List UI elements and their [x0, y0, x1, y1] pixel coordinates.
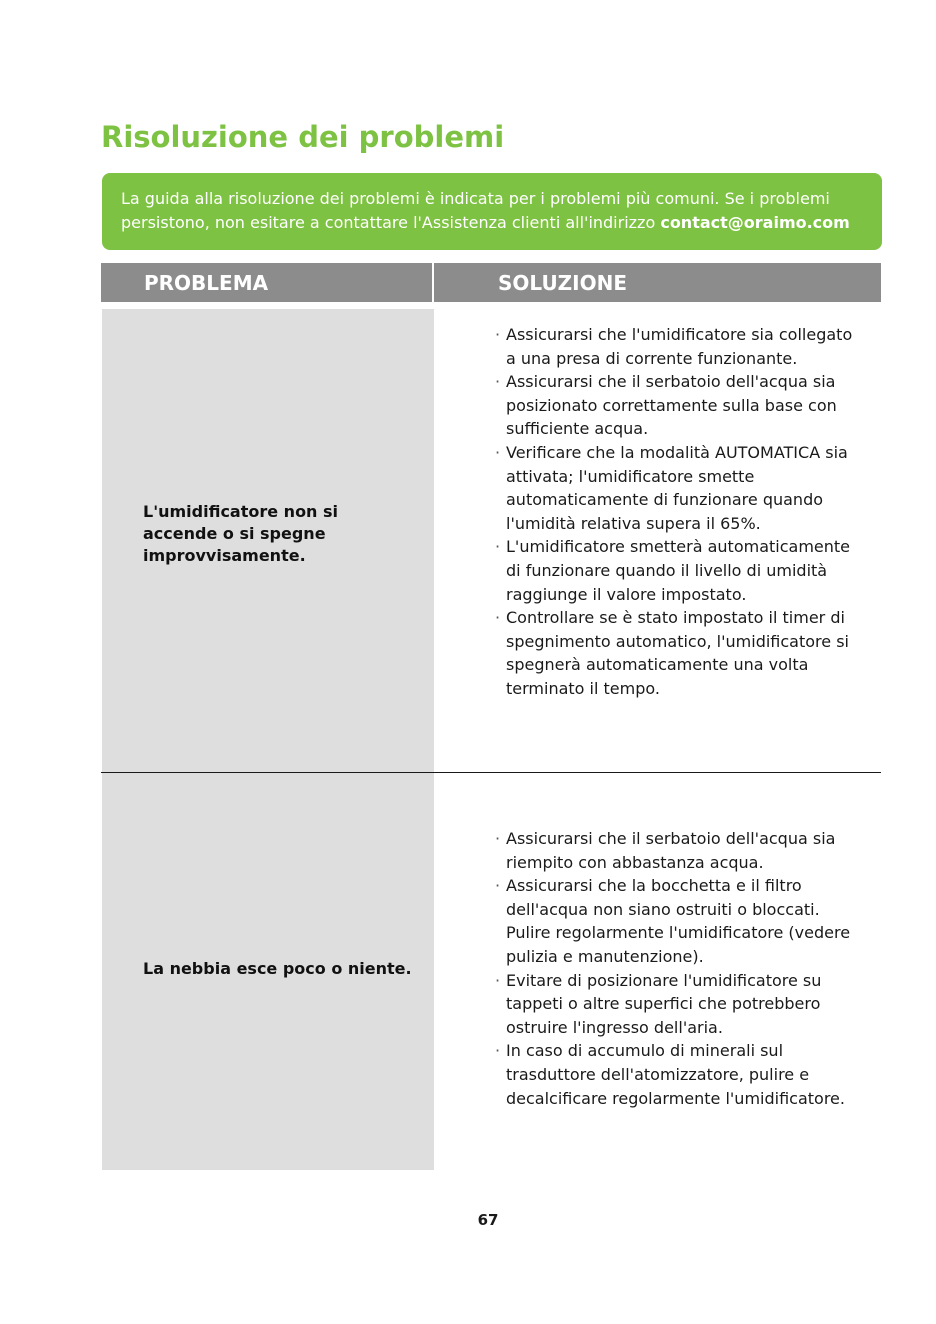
column-header-solution: SOLUZIONE: [434, 263, 881, 302]
solution-item: [495, 606, 865, 700]
bullet-dot: ·: [495, 608, 501, 628]
bullet-dot: ·: [495, 372, 501, 392]
problem-cell-1: [102, 309, 434, 772]
solution-item: [495, 441, 865, 535]
solution-text: Verificare che la modalità AUTOMATICA sia attivata; l'umidificatore smette automaticamente di funzionare quando l'umidità relativa supera il 65%.: [506, 442, 848, 533]
solution-text: In caso di accumulo di minerali sul trasduttore dell'atomizzatore, pulire e decalcificare regolarmente l'umidificatore.: [506, 1041, 845, 1108]
solution-text: Controllare se è stato impostato il timer di spegnimento automatico, l'umidificatore si spegnerà automaticamente una volta terminato il tempo.: [506, 608, 849, 698]
solution-item: [495, 969, 865, 1040]
bullet-dot: ·: [495, 876, 501, 896]
bullet-dot: ·: [495, 442, 501, 462]
page-number: 67: [477, 1211, 499, 1229]
solution-item: [495, 535, 865, 606]
solution-item: [495, 323, 865, 370]
solution-item: [495, 827, 865, 874]
bullet-dot: ·: [495, 1041, 501, 1061]
solution-item: [495, 1039, 865, 1110]
solution-list-2: [495, 827, 865, 1110]
intro-line-1: La guida alla risoluzione dei problemi è indicata per i problemi più comuni. Se i problemi: [121, 189, 830, 208]
solution-item: [495, 370, 865, 441]
solution-text: Assicurarsi che il serbatoio dell'acqua sia riempito con abbastanza acqua.: [506, 829, 836, 872]
intro-line-2: [121, 211, 866, 235]
problem-cell-2: [102, 773, 434, 1170]
solution-text: Assicurarsi che l'umidificatore sia collegato a una presa di corrente funzionante.: [506, 325, 853, 368]
bullet-dot: ·: [495, 970, 501, 990]
solution-list-1: [495, 323, 865, 701]
support-email-link[interactable]: contact@oraimo.com: [660, 212, 850, 232]
solution-text: Evitare di posizionare l'umidificatore su tappeti o altre superfici che potrebbero ostruire l'ingresso dell'aria.: [506, 970, 822, 1037]
problem-text-2: La nebbia esce poco o niente.: [143, 959, 412, 978]
page-title: Risoluzione dei problemi: [101, 120, 505, 154]
bullet-dot: ·: [495, 537, 501, 557]
solution-item: [495, 874, 865, 968]
solution-text: Assicurarsi che la bocchetta e il filtro dell'acqua non siano ostruiti o bloccati. Pulire regolarmente l'umidificatore (vedere pulizia e manutenzione).: [506, 876, 851, 966]
problem-text-1: L'umidificatore non si accende o si spegne improvvisamente.: [143, 502, 339, 565]
intro-line-2-text: persistono, non esitare a contattare l'Assistenza clienti all'indirizzo: [121, 212, 656, 232]
bullet-dot: ·: [495, 325, 501, 344]
column-header-problem: PROBLEMA: [101, 263, 432, 302]
solution-text: L'umidificatore smetterà automaticamente di funzionare quando il livello di umidità raggiunge il valore impostato.: [506, 537, 851, 604]
bullet-dot: ·: [495, 829, 501, 848]
intro-notice: [102, 173, 882, 250]
solution-text: Assicurarsi che il serbatoio dell'acqua sia posizionato correttamente sulla base con sufficiente acqua.: [506, 372, 837, 439]
